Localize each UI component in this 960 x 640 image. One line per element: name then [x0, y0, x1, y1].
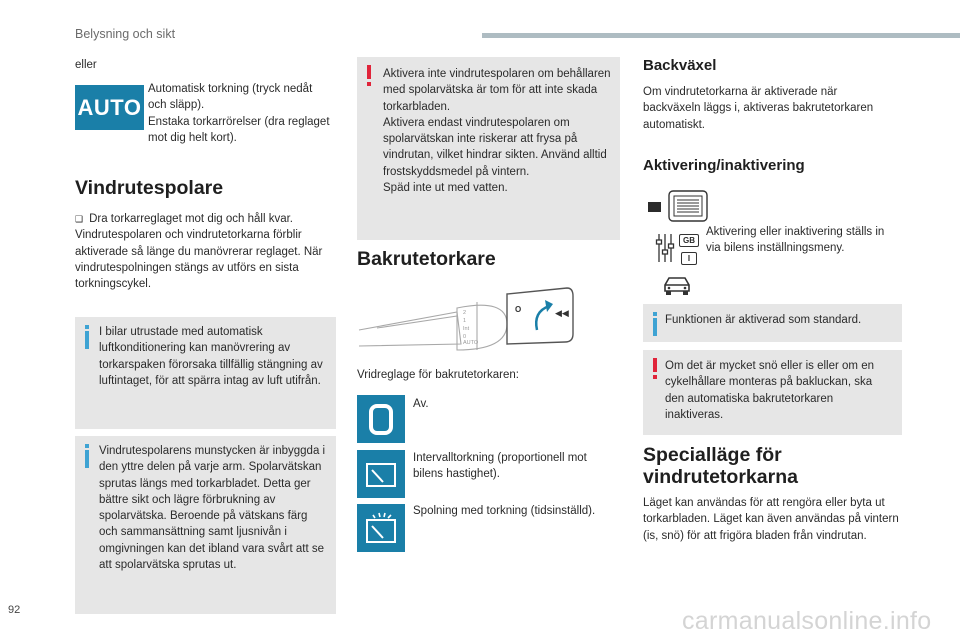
info-icon — [653, 312, 657, 316]
screen-small-icon — [648, 202, 661, 212]
info-box-default — [643, 304, 902, 342]
touchscreen-icon — [668, 190, 708, 222]
eller-text: eller — [75, 59, 97, 71]
washer-bullet: ❑ Dra torkarreglaget mot dig och håll kvar. — [75, 213, 293, 225]
stalk-label-int: Int — [463, 326, 470, 332]
info-box-2 — [75, 436, 336, 614]
i-badge: I — [681, 252, 697, 265]
auto-text-1: Automatisk torkning (tryck nedåt och släpp). — [148, 83, 313, 112]
watermark: carmanualsonline.info — [682, 607, 932, 635]
warning-text-washer: Aktivera inte vindrutespolaren om behållaren med spolarvätska är tom för att inte skada torkarbladen. Aktivera endast vindrutespolaren om spolarvätskan inte riskerar att frysa på vindrutan, vilket hindrar sikten. Använd alltid frostskyddsmedel på vintern. Späd inte ut med vatten. — [383, 68, 611, 195]
info-text-1: I bilar utrustade med automatisk luftkonditionering kan manövrering av torkarspaken förorsaka tillfällig stängning av luftintaget, för att spärra intag av luft utifrån. — [99, 326, 323, 387]
header-bar — [482, 33, 960, 38]
wash-tile — [357, 504, 405, 552]
rear-wiper-stalk-illustration — [357, 284, 577, 360]
page-number: 92 — [8, 604, 21, 616]
svg-text:O: O — [515, 305, 522, 314]
off-tile — [357, 395, 405, 443]
car-icon — [661, 273, 693, 297]
washer-text: Vindrutespolaren och vindrutetorkarna förblir aktiverade så länge du manövrerar reglaget. När vindrutespolningen stängs av utförs en sista torkningscykel. — [75, 229, 323, 291]
info-box-1 — [75, 317, 336, 429]
svg-text:◀◀: ◀◀ — [555, 308, 569, 318]
reverse-gear-title: Backväxel — [643, 57, 717, 74]
auto-badge — [75, 85, 144, 130]
item-interval-text: Intervalltorkning (proportionell mot bilens hastighet). — [413, 452, 587, 481]
header-section-title: Belysning och sikt — [75, 27, 176, 41]
warning-icon — [653, 358, 657, 372]
info-text-default: Funktionen är aktiverad som standard. — [665, 314, 862, 326]
interval-tile — [357, 450, 405, 498]
activation-text: Aktivering eller inaktivering ställs in via bilens inställningsmeny. — [706, 226, 885, 255]
activation-title: Aktivering/inaktivering — [643, 157, 805, 174]
stalk-label-1: 1 — [463, 318, 467, 324]
auto-badge-label: AUTO — [77, 94, 142, 120]
auto-text-2: Enstaka torkarrörelser (dra reglaget mot dig helt kort). — [148, 115, 330, 144]
bullet-marker-icon: ❑ — [75, 214, 84, 224]
stalk-caption: Vridreglage för bakrutetorkaren: — [357, 369, 519, 381]
stalk-label-2: 2 — [463, 310, 467, 316]
info-icon — [85, 444, 89, 448]
info-icon — [85, 325, 89, 329]
rear-wiper-interval-icon — [357, 450, 405, 498]
warning-box-snow — [643, 350, 902, 435]
gb-badge: GB — [679, 234, 699, 247]
warning-text-snow: Om det är mycket snö eller is eller om en cykelhållare monteras på bakluckan, ska den automatiska bakrutetorkaren inaktiveras. — [665, 360, 874, 421]
item-off-text: Av. — [413, 398, 429, 410]
washer-title: Vindrutespolare — [75, 177, 224, 199]
item-wash-text: Spolning med torkning (tidsinställd). — [413, 505, 596, 517]
special-mode-title: Specialläge för vindrutetorkarna — [643, 444, 798, 488]
special-mode-text: Läget kan användas för att rengöra eller byta ut torkarbladen. Läget kan även användas på vintern (is, snö) för att frigöra bladen från vindrutan. — [643, 497, 899, 542]
stalk-label-0: 0 — [463, 334, 467, 340]
rear-wiper-title: Bakrutetorkare — [357, 248, 496, 270]
reverse-gear-text: Om vindrutetorkarna är aktiverade när backväxeln läggs i, aktiveras bakrutetorkaren automatiskt. — [643, 86, 874, 131]
warning-box-washer — [357, 57, 620, 240]
rear-washer-icon — [357, 504, 405, 552]
off-icon — [357, 395, 405, 443]
stalk-label-auto: AUTO — [463, 340, 479, 346]
warning-icon — [367, 65, 371, 79]
info-text-2: Vindrutespolarens munstycken är inbyggda i den yttre delen på varje arm. Spolarvätskan sprutas längs med torkarbladet. Detta ger bättre sikt och lägre förbrukning av spolarvätska. Beroende på vätskans färg och sammansättning samt ljusnivån i omgivningen kan det ibland vara svårt att se att spolarvätska sprutas ut. — [99, 445, 326, 572]
